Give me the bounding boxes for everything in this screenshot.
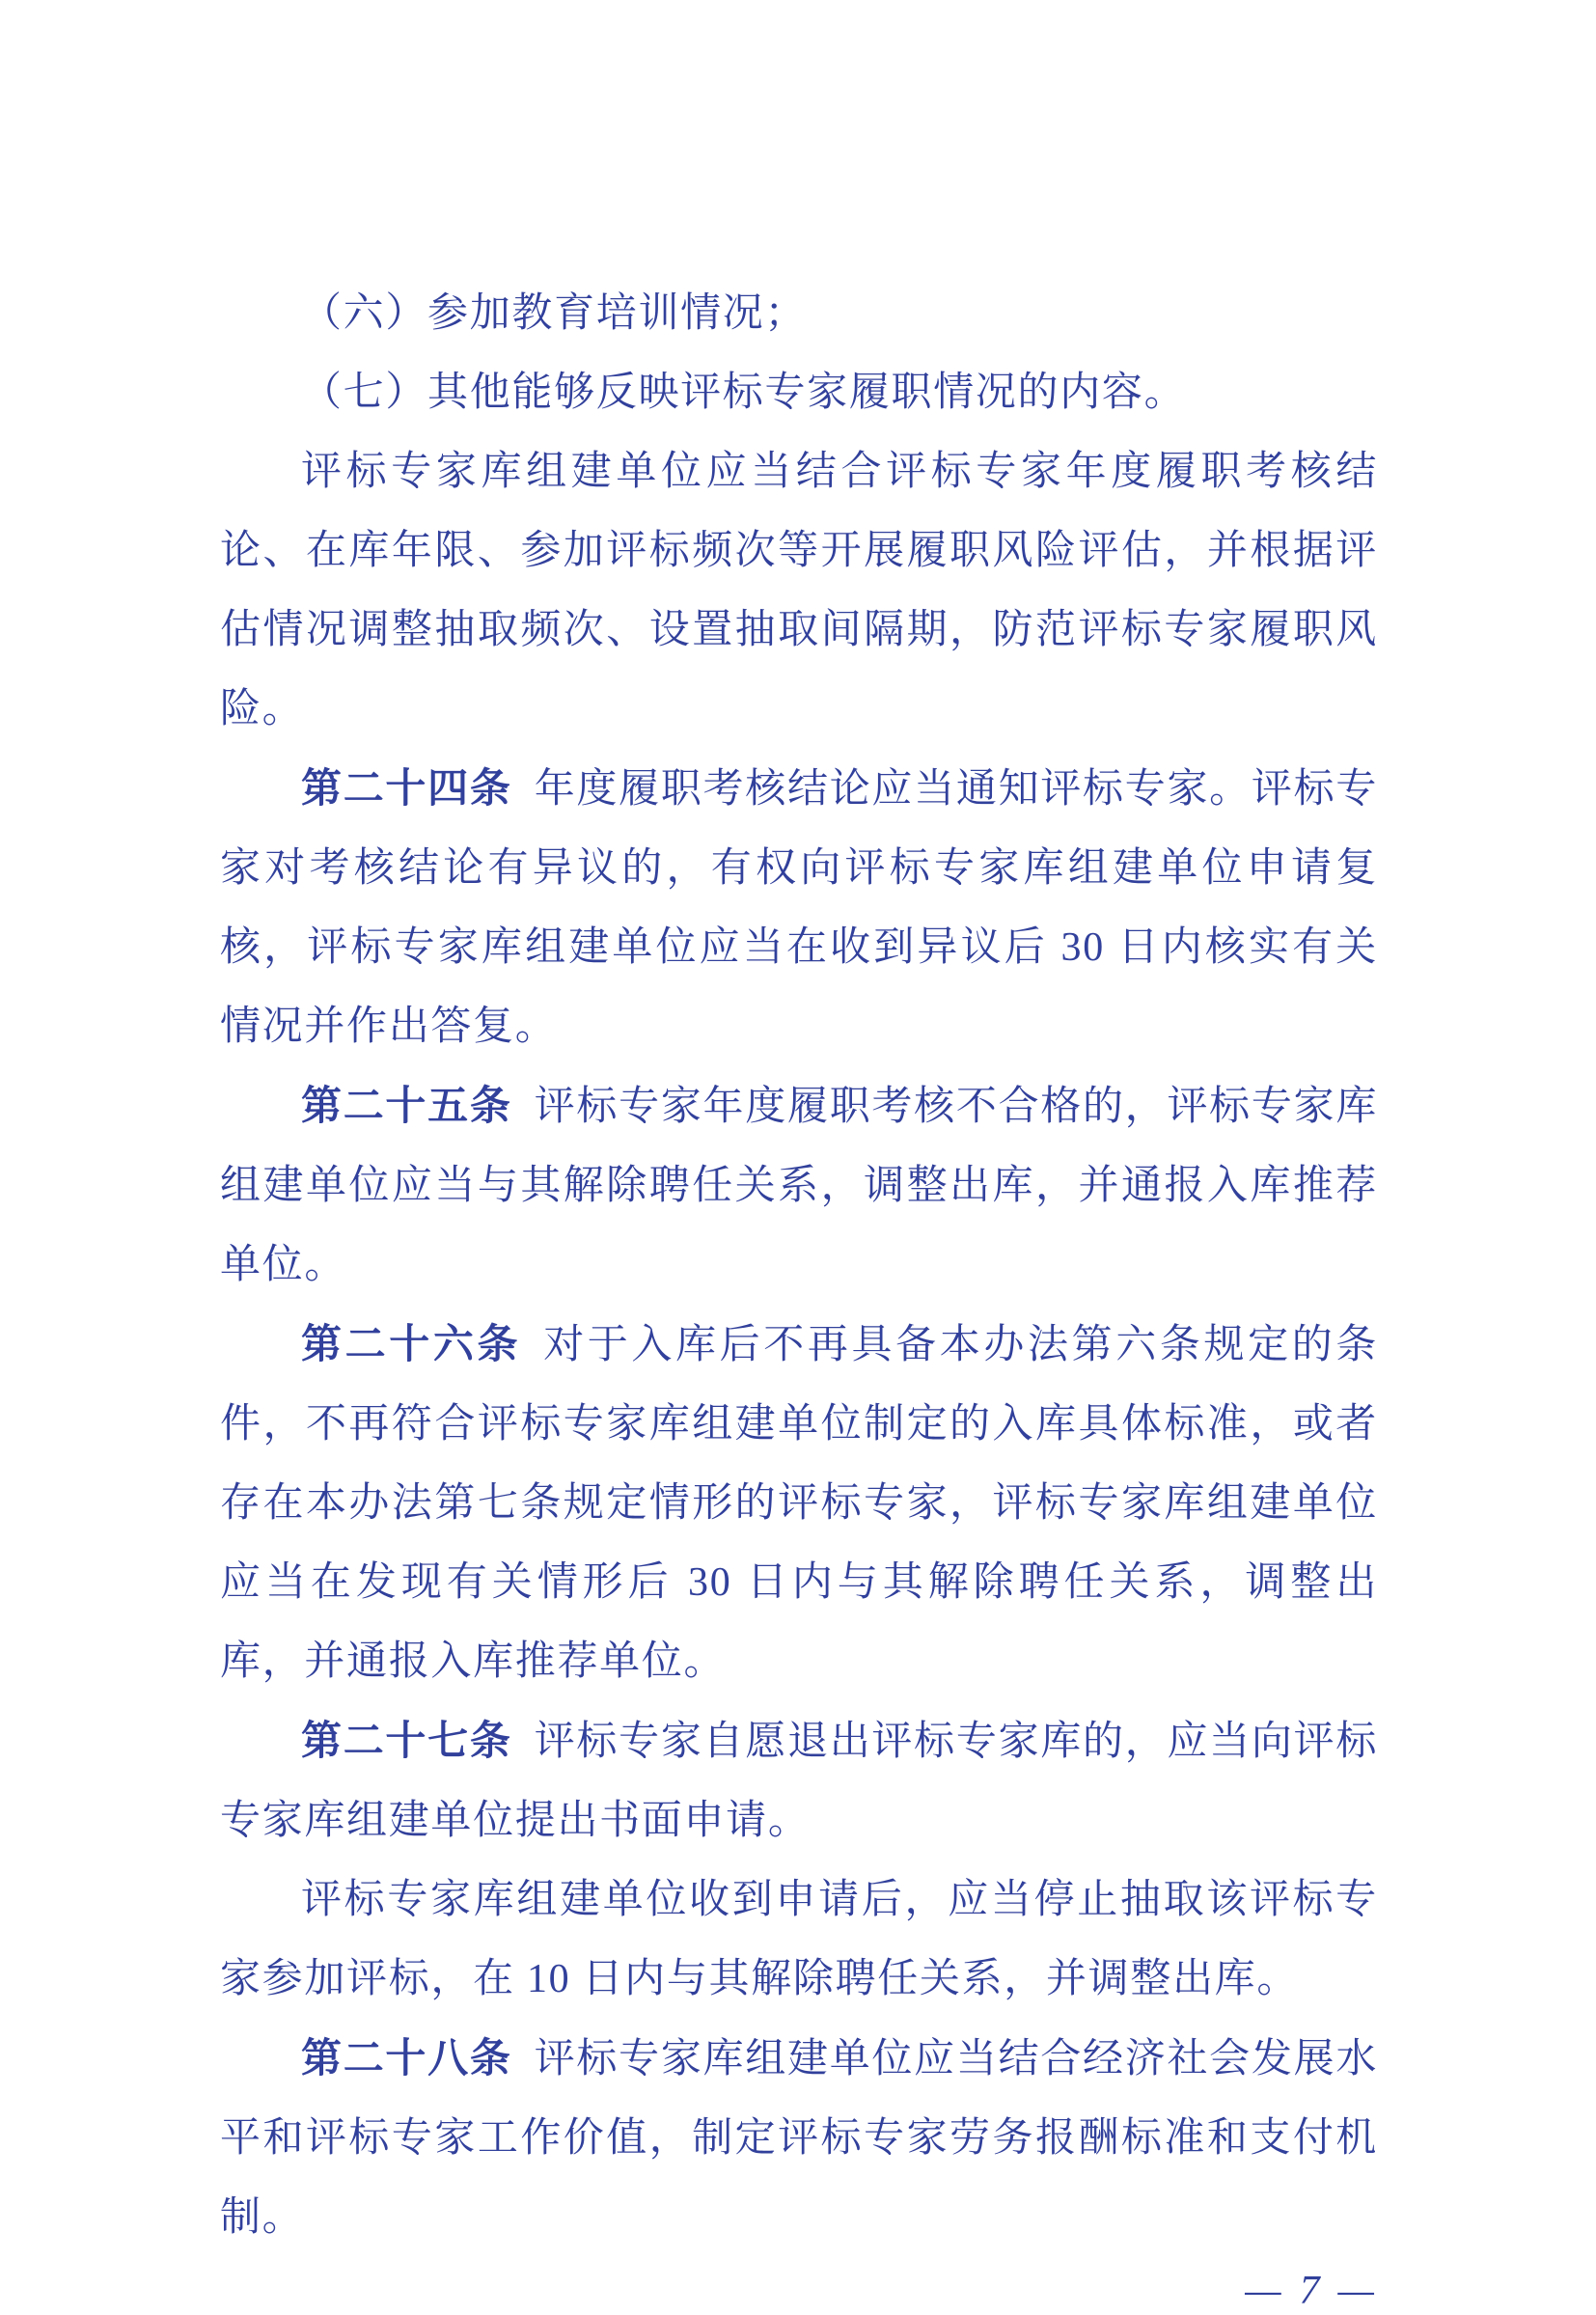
article-number: 第二十八条 bbox=[301, 2035, 512, 2081]
paragraph-text: 年度履职考核结论应当通知评标专家。评标专家对考核结论有异议的，有权向评标专家库组建单位申请复核，评标专家库组建单位应当在收到异议后 30 日内核实有关情况并作出答复。 bbox=[220, 767, 1378, 1049]
paragraph bbox=[220, 749, 1378, 1066]
paragraph-text: 评标专家库组建单位收到申请后，应当停止抽取该评标专家参加评标，在 10 日内与其解除聘任关系，并调整出库。 bbox=[220, 1878, 1378, 2001]
paragraph bbox=[220, 353, 1378, 432]
paragraph-text: 评标专家年度履职考核不合格的，评标专家库组建单位应当与其解除聘任关系，调整出库，并通报入库推荐单位。 bbox=[220, 1085, 1378, 1287]
article-number: 第二十四条 bbox=[301, 765, 512, 811]
page-number: — 7 — bbox=[1245, 2269, 1378, 2313]
paragraph-text: 评标专家库组建单位应当结合经济社会发展水平和评标专家工作价值，制定评标专家劳务报酬标准和支付机制。 bbox=[220, 2037, 1378, 2240]
paragraph-text: （六）参加教育培训情况； bbox=[301, 291, 808, 336]
paragraph-text: （七）其他能够反映评标专家履职情况的内容。 bbox=[301, 371, 1187, 415]
paragraph-text: 评标专家自愿退出评标专家库的，应当向评标专家库组建单位提出书面申请。 bbox=[220, 1720, 1378, 1843]
paragraph bbox=[220, 274, 1378, 353]
paragraph bbox=[220, 2019, 1378, 2257]
article-number: 第二十五条 bbox=[301, 1083, 512, 1128]
document-body bbox=[220, 274, 1378, 2257]
article-number: 第二十六条 bbox=[301, 1321, 522, 1366]
paragraph-text: 评标专家库组建单位应当结合评标专家年度履职考核结论、在库年限、参加评标频次等开展履职风险评估，并根据评估情况调整抽取频次、设置抽取间隔期，防范评标专家履职风险。 bbox=[220, 450, 1378, 731]
paragraph bbox=[220, 432, 1378, 749]
paragraph-text: 对于入库后不再具备本办法第六条规定的条件，不再符合评标专家库组建单位制定的入库具体标准，或者存在本办法第七条规定情形的评标专家，评标专家库组建单位应当在发现有关情形后 30 日内与其解除聘任关系，调整出库，并通报入库推荐单位。 bbox=[220, 1323, 1378, 1684]
paragraph bbox=[220, 1701, 1378, 1860]
paragraph bbox=[220, 1305, 1378, 1701]
article-number: 第二十七条 bbox=[301, 1718, 512, 1763]
paragraph bbox=[220, 1066, 1378, 1305]
paragraph bbox=[220, 1860, 1378, 2019]
